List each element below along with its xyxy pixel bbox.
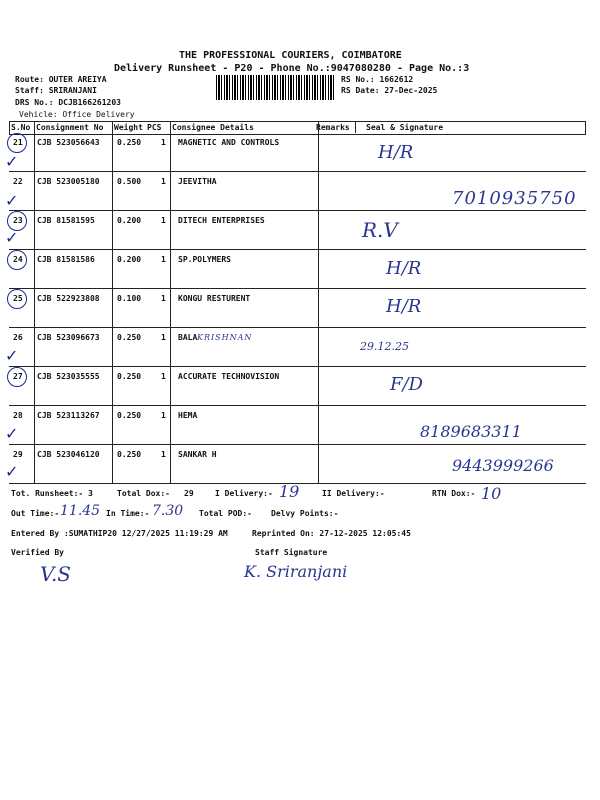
row-pcs: 1 [161,411,166,420]
row-weight: 0.250 [117,411,142,420]
row-consignment: CJB 81581586 [37,255,95,264]
row-divider [9,366,586,367]
reprinted-on: Reprinted On: 27-12-2025 12:05:45 [252,529,411,538]
tick-mark: ✓ [5,191,19,210]
row-consignment: CJB 522923808 [37,294,100,303]
circle-mark [7,133,27,153]
signature-row-25: H/R [386,296,422,317]
tick-mark: ✓ [5,228,19,247]
tot-runsheet: Tot. Runsheet:- 3 [11,489,93,498]
row-consignment: CJB 81581595 [37,216,95,225]
in-time-label: In Time:- [106,509,150,518]
row-weight: 0.100 [117,294,142,303]
row-consignee: BALA [178,333,198,342]
barcode [216,75,336,100]
row-sno: 23 [13,216,23,225]
rtn-dox-value: 10 [481,484,502,503]
signature-row-29: 9443999266 [452,456,554,475]
row-weight: 0.250 [117,138,142,147]
ii-delivery-label: II Delivery:- [322,489,385,498]
row-consignment: CJB 523035555 [37,372,100,381]
row-sno: 27 [13,372,23,381]
grid-line [34,121,35,484]
signature-row-21: H/R [378,142,414,163]
grid-line [318,121,319,484]
i-delivery-value: 19 [279,482,300,501]
row-divider [9,288,586,289]
col-consignee: Consignee Details [172,123,254,132]
row-pcs: 1 [161,138,166,147]
row-sno: 25 [13,294,23,303]
row-divider [9,405,586,406]
row-sno: 21 [13,138,23,147]
in-time-value: 7.30 [152,503,184,519]
grid-line [112,121,113,484]
row-sno: 29 [13,450,23,459]
signature-row-28: 8189683311 [420,422,522,441]
row-consignment: CJB 523096673 [37,333,100,342]
row-pcs: 1 [161,216,166,225]
row-consignee: HEMA [178,411,198,420]
route-label: Route: OUTER AREIYA [15,75,107,84]
col-pcs: PCS [147,123,162,132]
signature-row-22: 7010935750 [452,188,577,209]
row-pcs: 1 [161,372,166,381]
row-consignee: ACCURATE TECHNOVISION [178,372,280,381]
row-consignee: DITECH ENTERPRISES [178,216,265,225]
signature-row-23: R.V [362,218,398,242]
rtn-dox-label: RTN Dox:- [432,489,476,498]
row-consignment: CJB 523005180 [37,177,100,186]
total-pod-label: Total POD:- [199,509,252,518]
circle-mark [7,289,27,309]
col-weight: Weight [114,123,143,132]
row-consignee: SP.POLYMERS [178,255,231,264]
row-consignee: MAGNETIC AND CONTROLS [178,138,280,147]
drs-number: DRS No.: DCJB166261203 [15,98,121,107]
tick-mark: ✓ [5,424,19,443]
tick-mark: ✓ [5,152,19,171]
row-divider [9,444,586,445]
row-sno: 28 [13,411,23,420]
signature-row-24: H/R [386,258,422,279]
total-dox-value: 29 [184,489,194,498]
verified-signature: V.S [40,562,72,586]
row-divider [9,249,586,250]
row-divider [9,171,586,172]
runsheet-title: Delivery Runsheet - P20 - Phone No.:9047080280 - Page No.:3 [114,63,470,74]
tick-mark: ✓ [5,346,19,365]
out-time-label: Out Time:- [11,509,60,518]
row-sno: 24 [13,255,23,264]
row-weight: 0.200 [117,216,142,225]
total-dox-label: Total Dox:- [117,489,170,498]
signature-row-27: F/D [390,374,423,395]
col-sno: S.No [11,123,31,132]
row-sno: 22 [13,177,23,186]
row-sno: 26 [13,333,23,342]
entered-by: Entered By :SUMATHIP20 12/27/2025 11:19:29 AM [11,529,228,538]
tick-mark: ✓ [5,462,19,481]
row-weight: 0.500 [117,177,142,186]
row-divider [9,327,586,328]
row-pcs: 1 [161,333,166,342]
signature-row-26: 29.12.25 [360,340,409,353]
out-time-value: 11.45 [60,503,101,519]
rs-number: RS No.: 1662612 [341,75,414,84]
col-remarks: Remarks [316,123,350,132]
row-pcs: 1 [161,255,166,264]
rs-date: RS Date: 27-Dec-2025 [341,86,438,95]
row-consignee: KONGU RESTURENT [178,294,251,303]
row-weight: 0.250 [117,333,142,342]
verified-by-label: Verified By [11,548,64,557]
row-weight: 0.200 [117,255,142,264]
col-seal: Seal & Signature [366,123,444,132]
staff-signature: K. Sriranjani [244,562,348,581]
vehicle-label: Vehicle: Office Delivery [19,110,135,119]
row-divider [9,210,586,211]
col-consignment: Consignment No [36,123,104,132]
row-weight: 0.250 [117,372,142,381]
row-weight: 0.250 [117,450,142,459]
row-pcs: 1 [161,294,166,303]
circle-mark [7,367,27,387]
row-consignee: JEEVITHA [178,177,217,186]
staff-label: Staff: SRIRANJANI [15,86,97,95]
row-pcs: 1 [161,450,166,459]
delvy-points-label: Delvy Points:- [271,509,339,518]
row-pcs: 1 [161,177,166,186]
grid-line [355,121,356,133]
i-delivery-label: I Delivery:- [215,489,273,498]
company-name: THE PROFESSIONAL COURIERS, COIMBATORE [179,50,402,61]
staff-signature-label: Staff Signature [255,548,328,557]
handwritten-bala-suffix: KRISHNAN [197,333,253,342]
circle-mark [7,250,27,270]
grid-line [170,121,171,484]
row-consignment: CJB 523113267 [37,411,100,420]
row-consignment: CJB 523046120 [37,450,100,459]
row-consignee: SANKAR H [178,450,217,459]
row-consignment: CJB 523056643 [37,138,100,147]
